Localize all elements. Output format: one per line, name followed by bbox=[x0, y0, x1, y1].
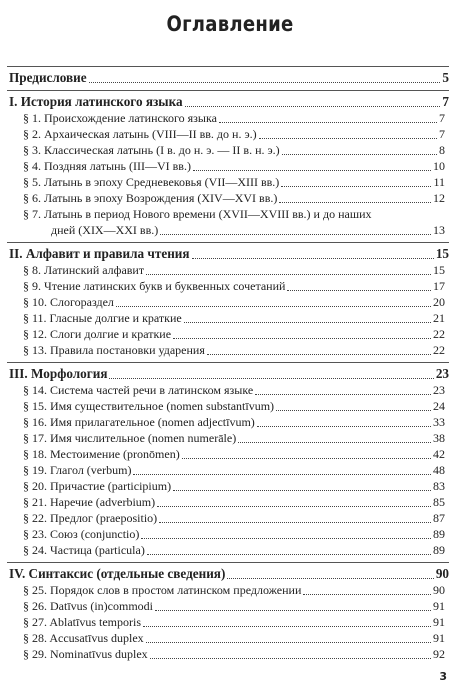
leader-dots bbox=[257, 425, 431, 427]
toc-item[interactable] bbox=[0, 597, 460, 613]
leader-dots bbox=[282, 153, 437, 155]
toc-item[interactable] bbox=[0, 189, 460, 205]
leader-dots bbox=[141, 537, 431, 539]
toc-label: § 24. Частица (particula) bbox=[23, 543, 145, 557]
divider bbox=[7, 562, 449, 563]
toc-section[interactable] bbox=[0, 365, 460, 381]
toc-label: § 3. Классическая латынь (I в. до н. э. — II в. н. э.) bbox=[23, 143, 280, 157]
toc-label: III. Морфология bbox=[9, 366, 108, 381]
leader-dots bbox=[279, 201, 431, 203]
page-title: Оглавление bbox=[166, 12, 294, 36]
toc-page: 23 bbox=[435, 366, 449, 381]
toc-label: § 1. Происхождение латинского языка bbox=[23, 111, 217, 125]
leader-dots bbox=[303, 593, 431, 595]
leader-dots bbox=[193, 169, 431, 171]
divider bbox=[7, 90, 449, 91]
toc-label: § 5. Латынь в эпоху Средневековья (VII—XIII вв.) bbox=[23, 175, 280, 189]
leader-dots bbox=[227, 577, 433, 579]
toc-page: 89 bbox=[433, 527, 445, 541]
leader-dots bbox=[116, 305, 431, 307]
toc-item[interactable] bbox=[0, 125, 460, 141]
toc-item[interactable] bbox=[0, 221, 460, 237]
toc-item[interactable] bbox=[0, 309, 460, 325]
leader-dots bbox=[173, 489, 431, 491]
divider bbox=[7, 242, 449, 243]
toc-item[interactable] bbox=[0, 141, 460, 157]
toc-item[interactable] bbox=[0, 629, 460, 645]
toc-label: § 26. Datīvus (in)commodi bbox=[23, 599, 153, 613]
toc-item[interactable] bbox=[0, 261, 460, 277]
toc-item[interactable] bbox=[0, 581, 460, 597]
toc-page: 85 bbox=[433, 495, 445, 509]
toc-label: I. История латинского языка bbox=[9, 94, 183, 109]
toc-label: § 25. Порядок слов в простом латинском предложении bbox=[23, 583, 302, 597]
toc-item[interactable] bbox=[0, 109, 460, 125]
toc-page: 91 bbox=[433, 631, 445, 645]
leader-dots bbox=[184, 321, 431, 323]
toc-item[interactable] bbox=[0, 461, 460, 477]
toc-page: 87 bbox=[433, 511, 445, 525]
toc-page: 12 bbox=[433, 191, 445, 205]
leader-dots bbox=[146, 273, 431, 275]
leader-dots bbox=[133, 473, 431, 475]
toc-label: § 19. Глагол (verbum) bbox=[23, 463, 132, 477]
toc-page: 15 bbox=[433, 263, 445, 277]
toc-label: § 23. Союз (conjunctio) bbox=[23, 527, 140, 541]
toc-item[interactable] bbox=[0, 341, 460, 357]
page-number: 3 bbox=[439, 670, 447, 683]
toc-page: 48 bbox=[433, 463, 445, 477]
leader-dots bbox=[238, 441, 431, 443]
toc-label: § 6. Латынь в эпоху Возрождения (XIV—XVI вв.) bbox=[23, 191, 278, 205]
leader-dots bbox=[147, 553, 431, 555]
toc-section[interactable] bbox=[0, 93, 460, 109]
toc-page: 11 bbox=[433, 175, 445, 189]
toc-section[interactable] bbox=[0, 565, 460, 581]
toc-page: 38 bbox=[433, 431, 445, 445]
toc-item[interactable] bbox=[0, 541, 460, 557]
toc-label: § 4. Поздняя латынь (III—VI вв.) bbox=[23, 159, 191, 173]
toc-page: 20 bbox=[433, 295, 445, 309]
toc-label: § 28. Accusatīvus duplex bbox=[23, 631, 144, 645]
leader-dots bbox=[287, 289, 431, 291]
toc-item[interactable] bbox=[0, 613, 460, 629]
toc-item-line1: § 7. Латынь в период Нового времени (XVII—XVIII вв.) и до наших bbox=[23, 207, 372, 221]
toc-item[interactable] bbox=[0, 293, 460, 309]
toc-page: 91 bbox=[433, 615, 445, 629]
leader-dots bbox=[185, 105, 441, 107]
leader-dots bbox=[255, 393, 431, 395]
toc-item[interactable] bbox=[0, 381, 460, 397]
toc-label: § 10. Слогораздел bbox=[23, 295, 114, 309]
toc-label: § 12. Слоги долгие и краткие bbox=[23, 327, 172, 341]
toc-page: 7 bbox=[439, 111, 445, 125]
toc-page: 13 bbox=[433, 223, 445, 237]
divider bbox=[7, 362, 449, 363]
toc-preface[interactable] bbox=[0, 69, 460, 85]
toc-page: 83 bbox=[433, 479, 445, 493]
toc-item[interactable] bbox=[0, 277, 460, 293]
toc-page: 21 bbox=[433, 311, 445, 325]
toc-page: 5 bbox=[442, 70, 449, 85]
toc-item[interactable] bbox=[0, 157, 460, 173]
leader-dots bbox=[281, 185, 431, 187]
toc-label: § 2. Архаическая латынь (VIII—II вв. до н. э.) bbox=[23, 127, 257, 141]
toc-page: 42 bbox=[433, 447, 445, 461]
toc-label: § 13. Правила постановки ударения bbox=[23, 343, 205, 357]
leader-dots bbox=[150, 657, 431, 659]
leader-dots bbox=[143, 625, 431, 627]
leader-dots bbox=[146, 641, 431, 643]
toc-label: § 16. Имя прилагательное (nomen adjectīvum) bbox=[23, 415, 255, 429]
toc-label: IV. Синтаксис (отдельные сведения) bbox=[9, 566, 226, 581]
leader-dots bbox=[276, 409, 431, 411]
toc-item[interactable] bbox=[0, 445, 460, 461]
leader-dots bbox=[182, 457, 431, 459]
toc-item[interactable] bbox=[0, 477, 460, 493]
toc-page: 23 bbox=[433, 383, 445, 397]
toc-page: 92 bbox=[433, 647, 445, 661]
toc-item[interactable] bbox=[0, 525, 460, 541]
toc-page: 91 bbox=[433, 599, 445, 613]
toc-label: § 17. Имя числительное (nomen numerāle) bbox=[23, 431, 237, 445]
toc-page: 7 bbox=[439, 127, 445, 141]
toc-label: § 9. Чтение латинских букв и буквенных сочетаний bbox=[23, 279, 286, 293]
leader-dots bbox=[173, 337, 431, 339]
toc-page: 17 bbox=[433, 279, 445, 293]
toc-item[interactable] bbox=[0, 509, 460, 525]
leader-dots bbox=[109, 377, 433, 379]
toc-label: § 8. Латинский алфавит bbox=[23, 263, 145, 277]
divider bbox=[7, 66, 449, 67]
leader-dots bbox=[207, 353, 431, 355]
toc-item[interactable] bbox=[0, 325, 460, 341]
toc-label: § 15. Имя существительное (nomen substantīvum) bbox=[23, 399, 275, 413]
toc-page: 22 bbox=[433, 343, 445, 357]
toc-page: 24 bbox=[433, 399, 445, 413]
toc-label: § 22. Предлог (praepositio) bbox=[23, 511, 158, 525]
toc-label: II. Алфавит и правила чтения bbox=[9, 246, 190, 261]
toc-page: 33 bbox=[433, 415, 445, 429]
leader-dots bbox=[160, 233, 431, 235]
toc-page: 89 bbox=[433, 543, 445, 557]
toc-item[interactable] bbox=[0, 173, 460, 189]
leader-dots bbox=[259, 137, 437, 139]
toc-item[interactable] bbox=[0, 397, 460, 413]
leader-dots bbox=[159, 521, 431, 523]
leader-dots bbox=[157, 505, 431, 507]
leader-dots bbox=[219, 121, 437, 123]
leader-dots bbox=[155, 609, 431, 611]
toc-label: § 18. Местоимение (pronōmen) bbox=[23, 447, 180, 461]
toc-page: 15 bbox=[435, 246, 449, 261]
toc-item[interactable] bbox=[0, 493, 460, 509]
toc-label: § 29. Nominatīvus duplex bbox=[23, 647, 148, 661]
toc-section[interactable] bbox=[0, 245, 460, 261]
toc-page: 90 bbox=[435, 566, 449, 581]
toc-item[interactable] bbox=[0, 413, 460, 429]
toc-label: § 21. Наречие (adverbium) bbox=[23, 495, 156, 509]
toc-label: § 20. Причастие (participium) bbox=[23, 479, 172, 493]
toc-page: 90 bbox=[433, 583, 445, 597]
toc-label: Предисловие bbox=[9, 70, 87, 85]
toc-label: § 27. Ablatīvus temporis bbox=[23, 615, 141, 629]
toc-page: 8 bbox=[439, 143, 445, 157]
leader-dots bbox=[192, 257, 434, 259]
toc-item[interactable] bbox=[0, 645, 460, 661]
toc-label: дней (XIX—XXI вв.) bbox=[51, 223, 159, 237]
toc-label: § 14. Система частей речи в латинском языке bbox=[23, 383, 254, 397]
toc-page: 10 bbox=[433, 159, 445, 173]
leader-dots bbox=[89, 81, 441, 83]
toc-label: § 11. Гласные долгие и краткие bbox=[23, 311, 182, 325]
toc-page: 7 bbox=[442, 94, 449, 109]
toc-item[interactable] bbox=[0, 429, 460, 445]
toc-page: 22 bbox=[433, 327, 445, 341]
